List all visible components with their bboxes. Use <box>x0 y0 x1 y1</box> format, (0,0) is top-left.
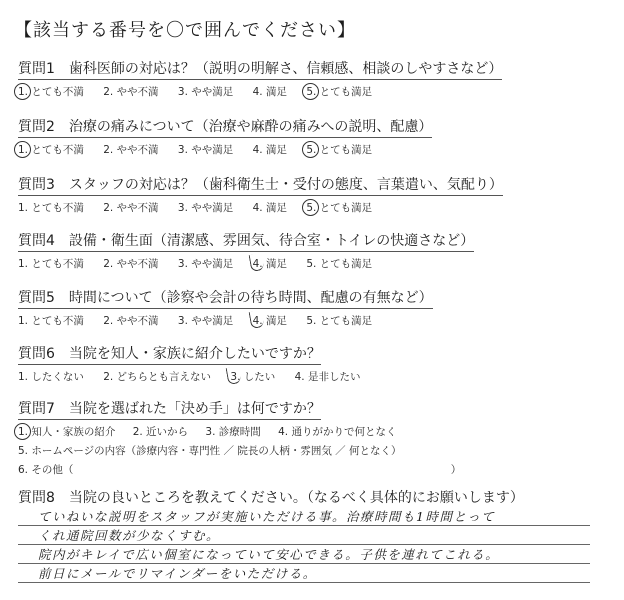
q1-option-2[interactable]: 2. やや不満 <box>103 86 159 98</box>
question-7 <box>18 398 578 477</box>
question-4-options <box>18 256 518 271</box>
question-3-title: 質問3 スタッフの対応は？（歯科衛生士・受付の態度、言葉遣い、気配り） <box>18 174 503 196</box>
q6-option-2[interactable]: 2. どちらとも言えない <box>103 371 212 383</box>
question-1-title: 質問1 歯科医師の対応は？（説明の明解さ、信頼感、相談のしやすさなど） <box>18 58 502 80</box>
q1-option-3[interactable]: 3. やや満足 <box>177 86 234 98</box>
q2-option-5[interactable]: 5. とても満足 <box>306 144 373 156</box>
q7-option-3[interactable]: 3. 診療時間 <box>205 426 261 438</box>
q8-answer-line-4: 前日にメールでリマインダーをいただける。 <box>18 564 590 583</box>
q7-option-6-line <box>18 462 578 477</box>
instruction-header: 【該当する番号を〇で囲んでください】 <box>14 20 356 41</box>
q5-option-3[interactable]: 3. やや満足 <box>177 315 234 327</box>
q2-option-3[interactable]: 3. やや満足 <box>177 144 234 156</box>
question-8-title: 質問8 当院の良いところを教えてください。（なるべく具体的にお願いします） <box>18 490 524 506</box>
q5-option-4[interactable]: 4. 満足 <box>252 315 287 327</box>
q7-option-5[interactable]: 5. ホームページの内容（診療内容・専門性 ／ 院長の人柄・雰囲気 ／ 何となく） <box>18 445 402 457</box>
question-1 <box>18 58 518 99</box>
q4-option-3[interactable]: 3. やや満足 <box>177 258 234 270</box>
q3-option-2[interactable]: 2. やや不満 <box>103 202 159 214</box>
q4-option-5[interactable]: 5. とても満足 <box>306 258 373 270</box>
q2-option-1[interactable]: 1. とても不満 <box>18 144 84 156</box>
question-5 <box>18 287 518 328</box>
question-2 <box>18 116 518 157</box>
question-6-options <box>18 369 518 384</box>
q8-answer-line-3: 院内がキレイで広い個室になっていて安心できる。子供を連れてこれる。 <box>18 545 590 564</box>
question-5-title: 質問5 時間について（診察や会計の待ち時間、配慮の有無など） <box>18 287 433 309</box>
q5-option-2[interactable]: 2. やや不満 <box>103 315 159 327</box>
question-8 <box>18 487 578 508</box>
q5-option-1[interactable]: 1. とても不満 <box>18 315 84 327</box>
q7-options-line-1 <box>18 424 578 439</box>
q1-option-5[interactable]: 5. とても満足 <box>306 86 373 98</box>
q7-option-1[interactable]: 1. 知人・家族の紹介 <box>18 426 116 438</box>
question-3-options <box>18 200 518 215</box>
q1-option-4[interactable]: 4. 満足 <box>252 86 287 98</box>
question-4 <box>18 230 518 271</box>
q8-answer-line-2: くれ通院回数が少なくすむ。 <box>18 526 590 545</box>
q6-option-4[interactable]: 4. 是非したい <box>294 371 361 383</box>
question-3 <box>18 174 518 215</box>
q4-option-4[interactable]: 4. 満足 <box>252 258 287 270</box>
q8-answer-line-1: ていねいな説明をスタッフが実施いただける事。治療時間も1時間とって <box>18 507 590 526</box>
q3-option-4[interactable]: 4. 満足 <box>252 202 287 214</box>
q6-option-3[interactable]: 3. したい <box>230 371 276 383</box>
q7-option-4[interactable]: 4. 通りがかりで何となく <box>278 426 397 438</box>
question-2-options <box>18 142 518 157</box>
q8-answer-area[interactable] <box>18 507 590 583</box>
q1-option-1[interactable]: 1. とても不満 <box>18 86 84 98</box>
question-6 <box>18 343 518 384</box>
q3-option-1[interactable]: 1. とても不満 <box>18 202 84 214</box>
question-5-options <box>18 313 518 328</box>
question-2-title: 質問2 治療の痛みについて（治療や麻酔の痛みへの説明、配慮） <box>18 116 432 138</box>
q3-option-3[interactable]: 3. やや満足 <box>177 202 234 214</box>
question-4-title: 質問4 設備・衛生面（清潔感、雰囲気、待合室・トイレの快適さなど） <box>18 230 474 252</box>
q5-option-5[interactable]: 5. とても満足 <box>306 315 373 327</box>
question-7-title: 質問7 当院を選ばれた「決め手」は何ですか？ <box>18 398 321 420</box>
q2-option-2[interactable]: 2. やや不満 <box>103 144 159 156</box>
q4-option-2[interactable]: 2. やや不満 <box>103 258 159 270</box>
q6-option-1[interactable]: 1. したくない <box>18 371 84 383</box>
q7-option-2[interactable]: 2. 近いから <box>132 426 189 438</box>
q7-option-6[interactable]: 6. その他（ <box>18 464 74 476</box>
q4-option-1[interactable]: 1. とても不満 <box>18 258 84 270</box>
q2-option-4[interactable]: 4. 満足 <box>252 144 287 156</box>
q7-option-6-close: ） <box>450 464 462 476</box>
q3-option-5[interactable]: 5. とても満足 <box>306 202 373 214</box>
question-1-options <box>18 84 518 99</box>
question-6-title: 質問6 当院を知人・家族に紹介したいですか？ <box>18 343 321 365</box>
